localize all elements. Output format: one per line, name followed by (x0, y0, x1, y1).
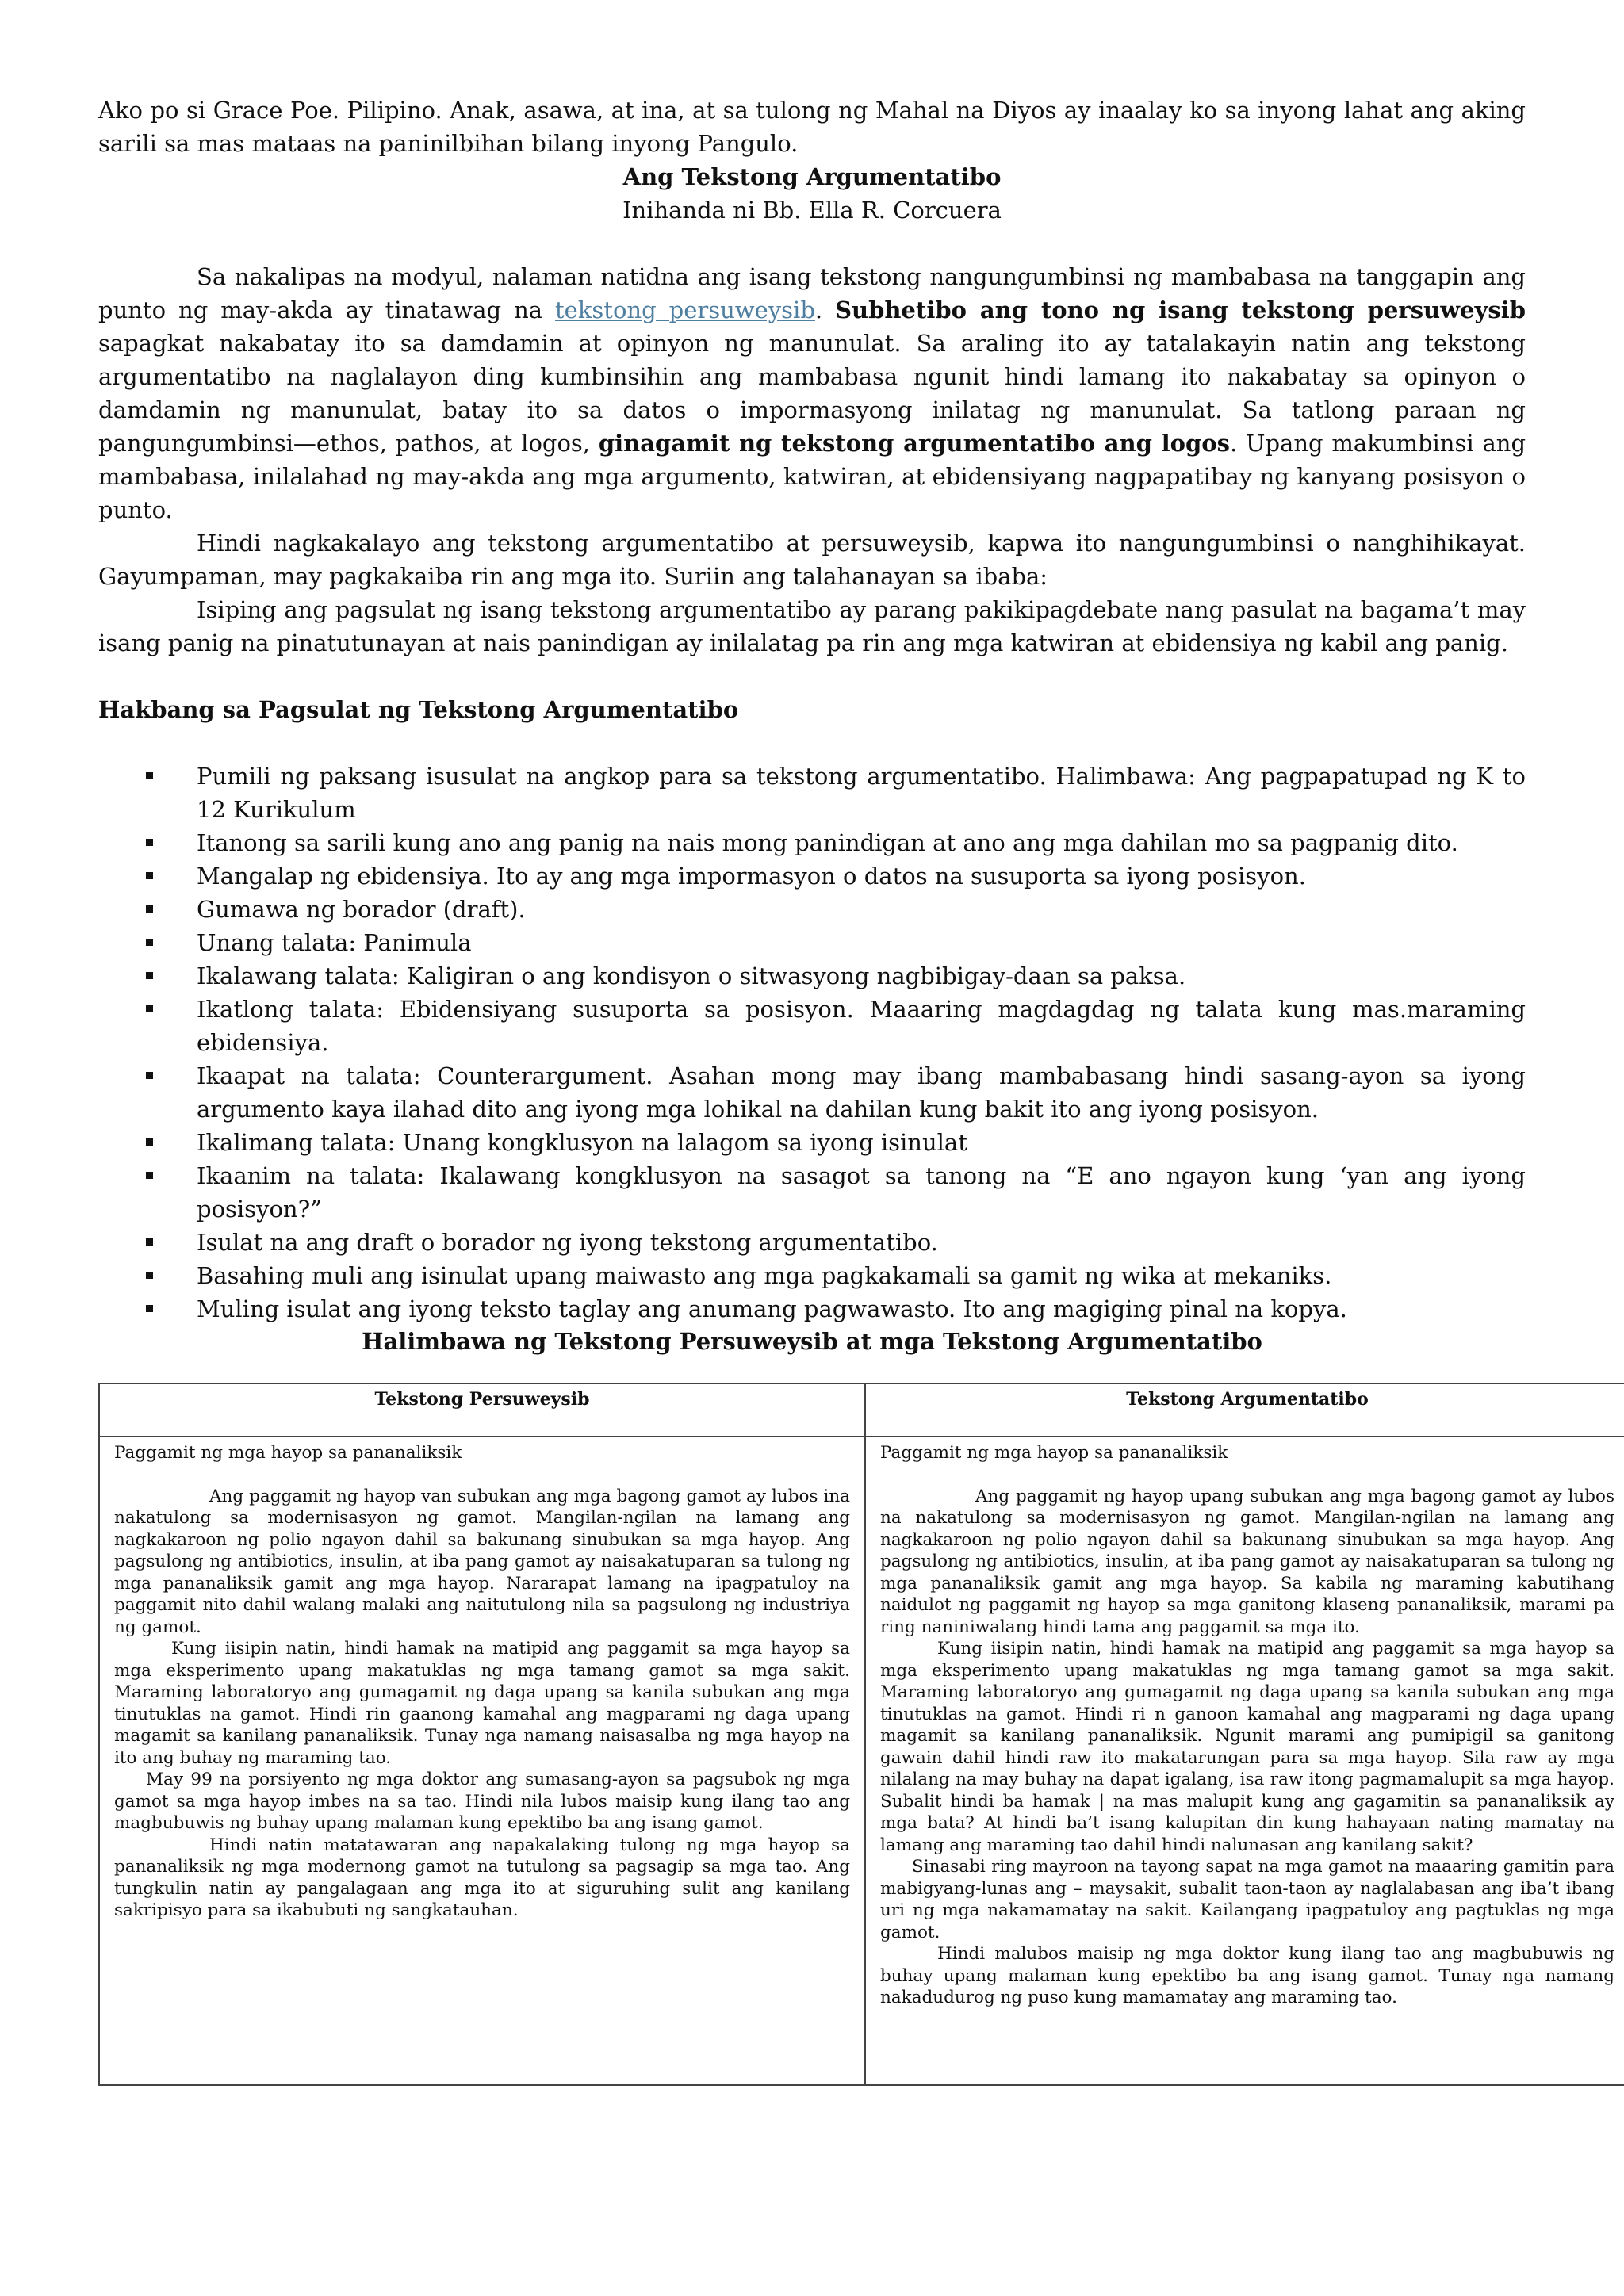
document-author: Inihanda ni Bb. Ella R. Corcuera (622, 197, 1002, 224)
bullet-icon (146, 839, 153, 846)
bullet-icon (146, 1305, 153, 1312)
persuweysib-cell (99, 1437, 865, 2085)
bullet-icon (146, 1072, 153, 1079)
table-header-persuweysib: Tekstong Persuweysib (99, 1383, 865, 1437)
table-title: Halimbawa ng Tekstong Persuweysib at mga Tekstong Argumentatibo (362, 1328, 1262, 1355)
cell-paragraph: Ang paggamit ng hayop upang subukan ang mga bagong gamot ay lubos na nakatulong sa modernisasyon ng gamot. Mangilan-ngilan na lamang ang nagkakaroon ng polio ngayon dahil sa bakunang sinubukan sa mga hayop. Ang pagsulong ng antibiotics, insulin, at iba pang gamot ay naisakatuparan sa tulong ng mga pananaliksik gamit ang mga hayop. Sa kabila ng maraming kabutihang naidulot ng paggamit ng hayop sa mga ganitong klaseng pananaliksik, marami pa ring naniniwalang hindi tama ang paggamit sa mga ito. (880, 1486, 1614, 1637)
paragraph-3: Isiping ang pagsulat ng isang tekstong argumentatibo ay parang pakikipagdebate nang pasulat na bagama’t may isang panig na pinatutunayan at nais panindigan ay inilalatag pa rin ang mga katwiran at ebidensiya ng kabil ang panig. (98, 596, 1526, 656)
document-page (98, 94, 1526, 1357)
bullet-icon (146, 972, 153, 979)
persuweysib-link[interactable]: tekstong persuweysib (555, 297, 815, 323)
bullet-icon (146, 1172, 153, 1179)
list-item: Itanong sa sarili kung ano ang panig na nais mong panindigan at ano ang mga dahilan mo sa pagpanig dito. (98, 826, 1526, 859)
document-title: Ang Tekstong Argumentatibo (622, 163, 1002, 190)
steps-list (98, 760, 1526, 1326)
bullet-icon (146, 939, 153, 946)
bullet-icon (146, 872, 153, 879)
list-item: Basahing muli ang isinulat upang maiwasto ang mga pagkakamali sa gamit ng wika at mekaniks. (98, 1259, 1526, 1292)
list-item: Gumawa ng borador (draft). (98, 893, 1526, 926)
list-item: Isulat na ang draft o borador ng iyong tekstong argumentatibo. (98, 1226, 1526, 1259)
cell-paragraph: Hindi natin matatawaran ang napakalaking tulong ng mga hayop sa pananaliksik ng mga modernong gamot na tutulong sa pagsagip sa mga tao. Ang tungkulin natin ay pangalagaan ang mga ito at siguruhing sulit ang kanilang sakripisyo para sa ikabubuti ng sangkatauhan. (114, 1835, 850, 1920)
bullet-icon (146, 1272, 153, 1279)
bullet-icon (146, 905, 153, 913)
list-item: Ikaapat na talata: Counterargument. Asahan mong may ibang mambabasang hindi sasang-ayon sa iyong argumento kaya ilahad dito ang iyong mga lohikal na dahilan kung bakit ito ang iyong posisyon. (98, 1059, 1526, 1126)
cell-paragraph: Kung iisipin natin, hindi hamak na matipid ang paggamit sa mga hayop sa mga eksperimento upang makatuklas ng mga tamang gamot sa mga sakit. Maraming laboratoryo ang gumagamit ng daga upang sa kanila subukan ang mga tinutuklas na gamot. Hindi ri n ganoon kamahal ang magparami ng daga upang magamit sa kanilang pananaliksik. Ngunit marami ang pumipigil sa ganitong gawain dahil hindi raw ito makatarungan para sa mga hayop. Sila raw ay mga nilalang na may buhay na dapat igalang, isa raw itong pagmamalupit sa mga hayop. Subalit hindi ba hamak | na mas malupit kung ang gagamitin sa pananaliksik ay mga bata? At hindi ba’t isang kalupitan din kung hahayaan nating mamatay na lamang ang maraming tao dahil hindi nalunasan ang kanilang sakit? (880, 1639, 1614, 1855)
bullet-icon (146, 772, 153, 779)
list-item: Ikalimang talata: Unang kongklusyon na lalagom sa iyong isinulat (98, 1126, 1526, 1159)
list-item: Ikatlong talata: Ebidensiyang susuporta sa posisyon. Maaaring magdagdag ng talata kung mas.maraming ebidensiya. (98, 993, 1526, 1059)
cell-paragraph: Ang paggamit ng hayop van subukan ang mga bagong gamot ay lubos ina nakatulong sa modernisasyon ng gamot. Mangilan-ngilan na lamang ang nagkakaroon ng polio ngayon dahil sa bakunang sinubukan sa mga hayop. Ang pagsulong ng antibiotics, insulin, at iba pang gamot ay naisakatuparan sa tulong ng mga pananaliksik gamit ang mga hayop. Nararapat lamang na ipagpatuloy na paggamit nito dahil walang malaki ang naitutulong nila sa pagsulong ng industriya ng gamot. (114, 1486, 850, 1637)
list-item: Unang talata: Panimula (98, 926, 1526, 959)
intro-paragraph: Ako po si Grace Poe. Pilipino. Anak, asawa, at ina, at sa tulong ng Mahal na Diyos ay inaalay ko sa inyong lahat ang aking sarili sa mas mataas na paninilbihan bilang inyong Pangulo. (98, 97, 1526, 157)
cell-title: Paggamit ng mga hayop sa pananaliksik (880, 1443, 1228, 1463)
cell-paragraph: Kung iisipin natin, hindi hamak na matipid ang paggamit sa mga hayop sa mga eksperimento upang makatuklas ng mga tamang gamot sa mga sakit. Maraming laboratoryo ang gumagamit ng daga upang sa kanila subukan ang mga tinutuklas na gamot. Hindi rin gaanong kamahal ang magparami ng daga upang magamit sa kanilang pananaliksik. Tunay nga namang naisasalba ng mga hayop na ito ang buhay ng maraming tao. (114, 1639, 850, 1768)
list-item: Ikalawang talata: Kaligiran o ang kondisyon o sitwasyong nagbibigay-daan sa paksa. (98, 959, 1526, 993)
comparison-table (98, 1383, 1624, 2086)
list-item: Ikaanim na talata: Ikalawang kongklusyon na sasagot sa tanong na “E ano ngayon kung ‘yan ang iyong posisyon?” (98, 1159, 1526, 1226)
bullet-icon (146, 1238, 153, 1246)
paragraph-2: Hindi nagkakalayo ang tekstong argumentatibo at persuweysib, kapwa ito nangungumbinsi o nanghihikayat. Gayumpaman, may pagkakaiba rin ang mga ito. Suriin ang talahanayan sa ibaba: (98, 530, 1526, 590)
bullet-icon (146, 1138, 153, 1146)
bullet-icon (146, 1005, 153, 1012)
argumentatibo-cell (865, 1437, 1624, 2085)
table-header-argumentatibo: Tekstong Argumentatibo (865, 1383, 1624, 1437)
list-item: Mangalap ng ebidensiya. Ito ay ang mga impormasyon o datos na susuporta sa iyong posisyon. (98, 859, 1526, 893)
cell-paragraph: Sinasabi ring mayroon na tayong sapat na mga gamot na maaaring gamitin para mabigyang-lunas ang – maysakit, subalit taon-taon ay naglalabasan ang iba’t ibang uri ng mga nakamamatay na sakit. Kailangang ipagpatuloy ang pagtuklas ng mga gamot. (880, 1857, 1614, 1942)
list-item: Pumili ng paksang isusulat na angkop para sa tekstong argumentatibo. Halimbawa: Ang pagpapatupad ng K to 12 Kurikulum (98, 760, 1526, 826)
list-item: Muling isulat ang iyong teksto taglay ang anumang pagwawasto. Ito ang magiging pinal na kopya. (98, 1292, 1526, 1326)
steps-heading: Hakbang sa Pagsulat ng Tekstong Argumentatibo (98, 696, 739, 723)
cell-paragraph: Hindi malubos maisip ng mga doktor kung ilang tao ang magbubuwis ng buhay upang malaman kung epektibo ba ang isang gamot. Tunay nga namang nakadudurog ng puso kung mamamatay ang maraming tao. (880, 1944, 1614, 2007)
paragraph-1: Sa nakalipas na modyul, nalaman natidna ang isang tekstong nangungumbinsi ng mambabasa na tanggapin ang punto ng may-akda ay tinatawag na tekstong persuweysib. Subhetibo ang tono ng isang tekstong persuweysib sapagkat nakabatay ito sa damdamin at opinyon ng manunulat. Sa araling ito ay tatalakayin natin ang tekstong argumentatibo na naglalayon ding kumbinsihin ang mambabasa ngunit hindi lamang ito nakabatay sa opinyon o damdamin ng manunulat, batay ito sa datos o impormasyong inilatag ng manunulat. Sa tatlong paraan ng pangungumbinsi—ethos, pathos, at logos, ginagamit ng tekstong argumentatibo ang logos. Upang makumbinsi ang mambabasa, inilalahad ng may-akda ang mga argumento, katwiran, at ebidensiyang nagpapatibay ng kanyang posisyon o punto. (98, 263, 1526, 523)
cell-title: Paggamit ng mga hayop sa pananaliksik (114, 1443, 462, 1463)
cell-paragraph: May 99 na porsiyento ng mga doktor ang sumasang-ayon sa pagsubok ng mga gamot sa mga hayop imbes na sa tao. Hindi nila lubos maisip kung ilang tao ang magbubuwis ng buhay upang malaman kung epektibo ba ang isang gamot. (114, 1770, 850, 1833)
